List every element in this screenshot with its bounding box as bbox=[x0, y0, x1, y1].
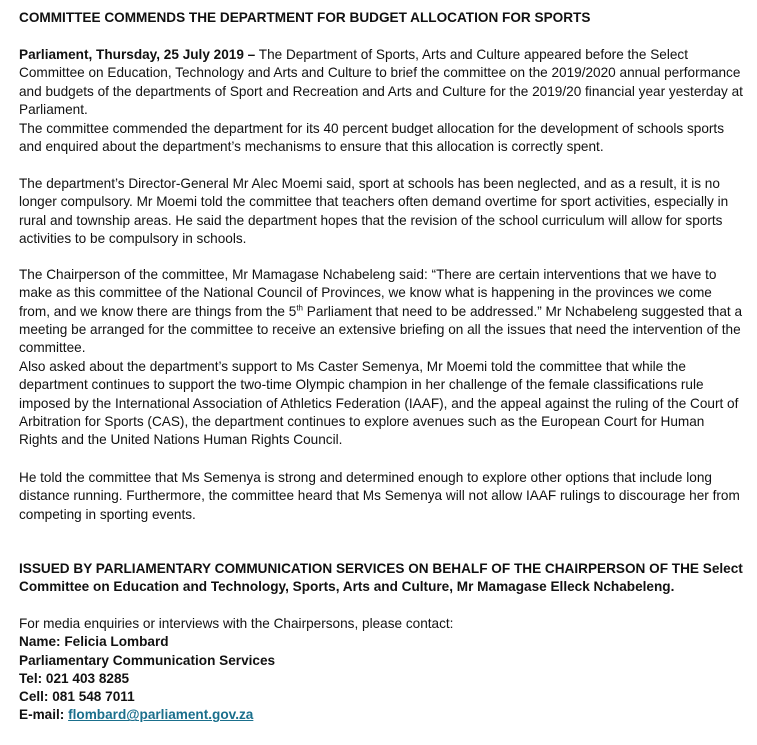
ordinal-superscript: th bbox=[296, 303, 303, 313]
chairperson-text-1: The Chairperson of the committee, Mr Mamagase Nchabeleng said: “There are certain interventions that we have to make as this committee of the National Council of Provinces, we know what is happening in the provinces we come from, and we know there are things from the 5 bbox=[19, 267, 717, 319]
paragraph-chairperson bbox=[19, 266, 744, 357]
page-title: COMMITTEE COMMENDS THE DEPARTMENT FOR BUDGET ALLOCATION FOR SPORTS bbox=[19, 10, 591, 25]
contact-name: Name: Felicia Lombard bbox=[19, 634, 169, 650]
contact-organisation: Parliamentary Communication Services bbox=[19, 652, 276, 668]
paragraph-director-general: The department’s Director-General Mr Alec Moemi said, sport at schools has been neglected, and as a result, it is no longer compulsory. Mr Moemi told the committee that teachers often demand overtime for sport activities, especially in rural and township areas. He said the department hopes that the revision of the school curriculum will allow for sports activities to be compulsory in schools. bbox=[19, 176, 729, 246]
contact-tel: Tel: 021 403 8285 bbox=[19, 670, 130, 686]
paragraph-semenya-strength: He told the committee that Ms Semenya is strong and determined enough to explore other options that include long distance running. Furthermore, the committee heard that Ms Semenya will not allow IAAF rulings to discourage her from competing in sporting events. bbox=[19, 470, 740, 522]
issued-by-statement: ISSUED BY PARLIAMENTARY COMMUNICATION SERVICES ON BEHALF OF THE CHAIRPERSON OF THE Select Committee on Education and Technology, Sports, Arts and Culture, Mr Mamagase Elleck Nchabeleng. bbox=[19, 561, 743, 595]
intro-text: The Department of Sports, Arts and Culture appeared before the Select Committee on Education, Technology and Arts and Culture to brief the committee on the 2019/2020 annual performance and budgets of the departments of Sport and Recreation and Arts and Culture for the 2019/20 financial year yesterday at Parliament. bbox=[19, 47, 743, 117]
media-contact bbox=[19, 615, 744, 725]
chairperson-text-2: Parliament that need to be addressed.” Mr Nchabeleng suggested that a meeting be arranged for the committee to receive an extensive briefing on all the issues that need the intervention of the committee. bbox=[19, 303, 743, 356]
contact-intro: For media enquiries or interviews with the Chairpersons, please contact: bbox=[19, 616, 454, 631]
contact-email-link[interactable]: flombard@parliament.gov.za bbox=[68, 707, 254, 723]
contact-email-label: E-mail: bbox=[19, 707, 69, 723]
paragraph-commendation: The committee commended the department for its 40 percent budget allocation for the development of schools sports and enquired about the department’s mechanisms to ensure that this allocation is correctly spent. bbox=[19, 121, 724, 155]
paragraph-intro bbox=[19, 46, 744, 119]
paragraph-semenya-support: Also asked about the department’s support to Ms Caster Semenya, Mr Moemi told the committee that while the department continues to support the two-time Olympic champion in her challenge of the female classifications rule imposed by the International Association of Athletics Federation (IAAF), and the appeal against the ruling of the Court of Arbitration for Sports (CAS), the department continues to explore avenues such as the European Court for Human Rights and the United Nations Human Rights Council. bbox=[19, 359, 739, 448]
contact-cell: Cell: 081 548 7011 bbox=[19, 689, 135, 705]
dateline: Parliament, Thursday, 25 July 2019 – bbox=[19, 47, 256, 62]
